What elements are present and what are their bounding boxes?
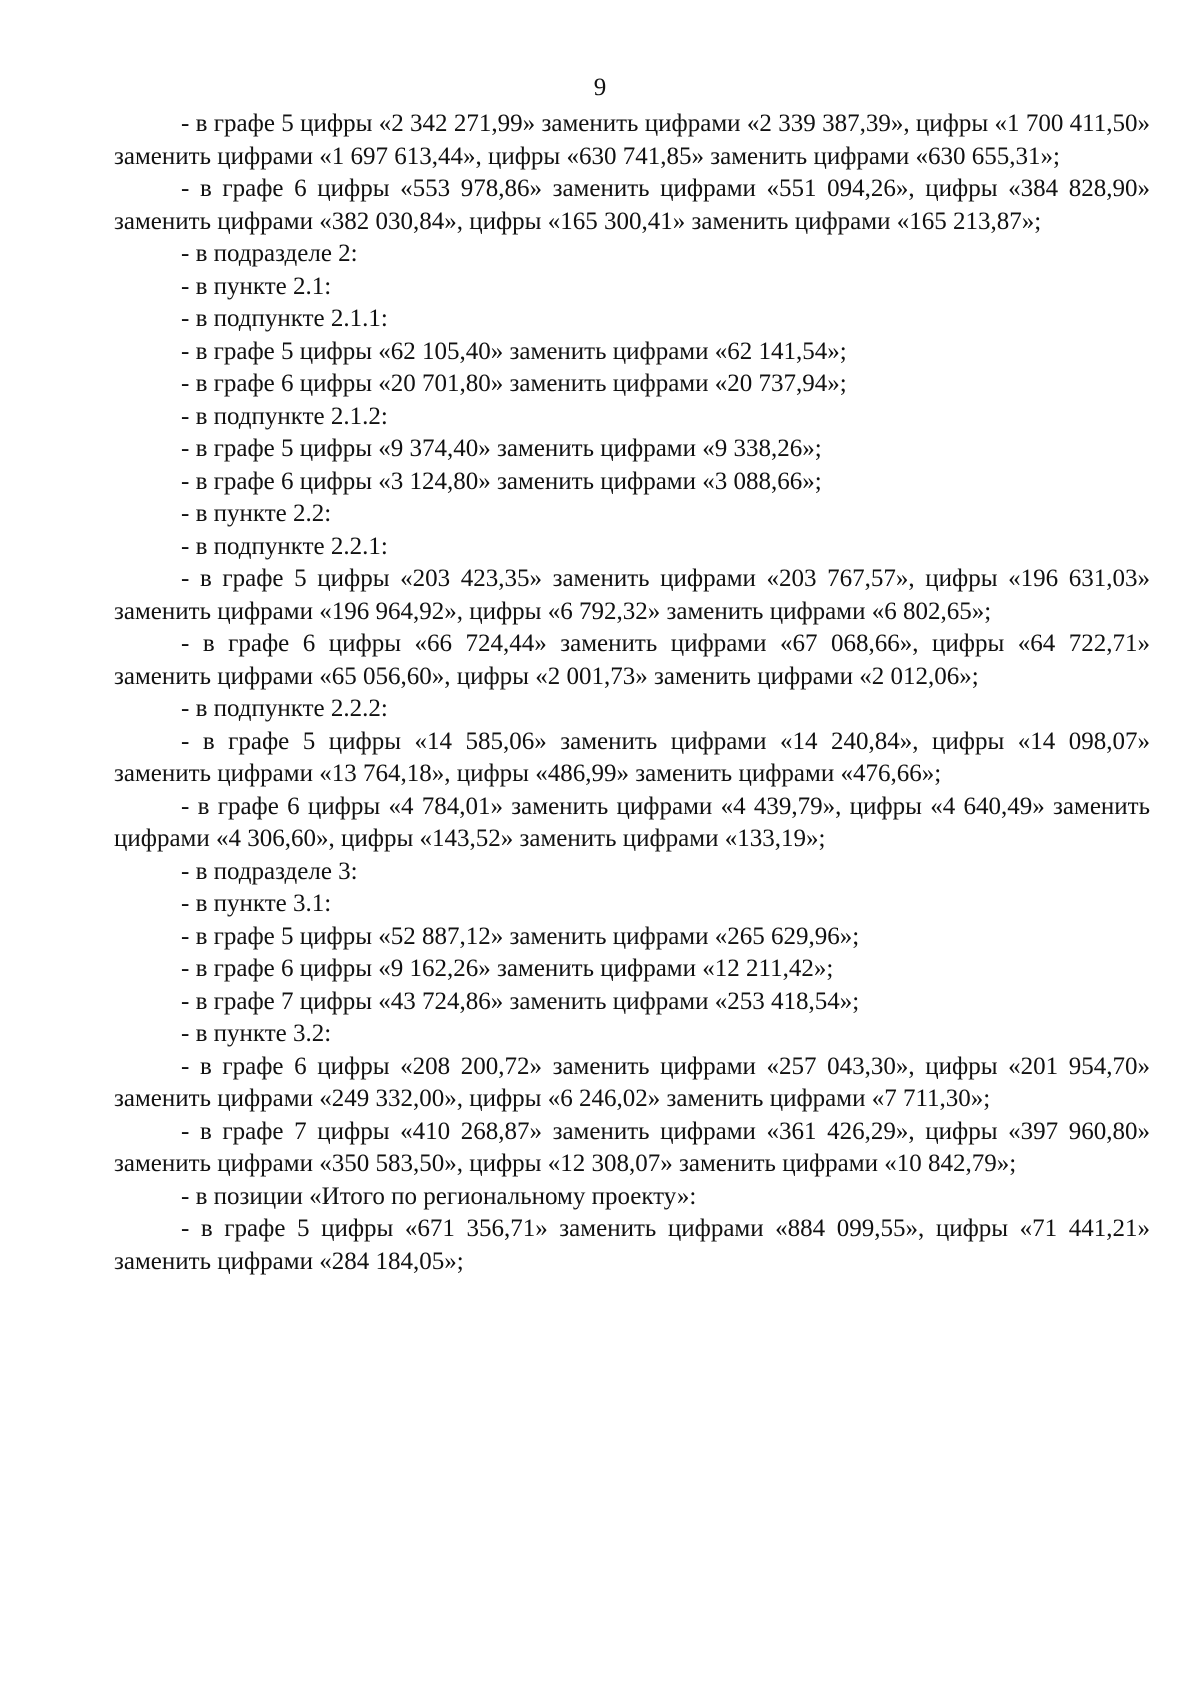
amendment-line: - в графе 7 цифры «43 724,86» заменить цифрами «253 418,54»; (181, 987, 860, 1015)
position-heading: - в позиции «Итого по региональному проекту»: (181, 1182, 697, 1210)
point-heading: - в пункте 2.1: (181, 272, 332, 300)
amendment-line: - в графе 6 цифры «553 978,86» заменить цифрами «551 094,26», цифры «384 828,90» заменить цифрами «382 030,84», цифры «165 300,41» заменить цифрами «165 213,87»; (114, 175, 1150, 235)
point-heading: - в пункте 3.2: (181, 1020, 332, 1047)
amendment-line: - в графе 5 цифры «9 374,40» заменить цифрами «9 338,26»; (181, 435, 822, 462)
subpoint-heading: - в подпункте 2.1.1: (181, 305, 388, 332)
amendment-line: - в графе 6 цифры «20 701,80» заменить цифрами «20 737,94»; (181, 370, 847, 397)
subsection-heading: - в подразделе 2: (181, 240, 358, 267)
subsection-heading: - в подразделе 3: (181, 857, 358, 885)
subpoint-heading: - в подпункте 2.2.1: (181, 532, 388, 560)
amendment-line: - в графе 5 цифры «52 887,12» заменить цифрами «265 629,96»; (181, 922, 860, 950)
subpoint-heading: - в подпункте 2.2.2: (181, 695, 388, 722)
amendment-line: - в графе 7 цифры «410 268,87» заменить цифрами «361 426,29», цифры «397 960,80» заменить цифрами «350 583,50», цифры «12 308,07» заменить цифрами «10 842,79»; (114, 1117, 1150, 1177)
amendment-line: - в графе 5 цифры «203 423,35» заменить цифрами «203 767,57», цифры «196 631,03» заменить цифрами «196 964,92», цифры «6 792,32» заменить цифрами «6 802,65»; (114, 565, 1150, 625)
amendment-line: - в графе 5 цифры «671 356,71» заменить цифрами «884 099,55», цифры «71 441,21» заменить цифрами «284 184,05»; (114, 1215, 1150, 1275)
page-number: 9 (593, 74, 607, 101)
amendment-line: - в графе 5 цифры «2 342 271,99» заменить цифрами «2 339 387,39», цифры «1 700 411,50» заменить цифрами «1 697 613,44», цифры «630 741,85» заменить цифрами «630 655,31»; (114, 110, 1150, 170)
amendment-line: - в графе 6 цифры «66 724,44» заменить цифрами «67 068,66», цифры «64 722,71» заменить цифрами «65 056,60», цифры «2 001,73» заменить цифрами «2 012,06»; (114, 630, 1150, 690)
document-body (114, 108, 1150, 1278)
amendment-line: - в графе 6 цифры «4 784,01» заменить цифрами «4 439,79», цифры «4 640,49» заменить цифрами «4 306,60», цифры «143,52» заменить цифрами «133,19»; (114, 792, 1150, 852)
amendment-line: - в графе 6 цифры «208 200,72» заменить цифрами «257 043,30», цифры «201 954,70» заменить цифрами «249 332,00», цифры «6 246,02» заменить цифрами «7 711,30»; (114, 1052, 1150, 1112)
point-heading: - в пункте 2.2: (181, 500, 332, 527)
point-heading: - в пункте 3.1: (181, 890, 332, 917)
amendment-line: - в графе 5 цифры «62 105,40» заменить цифрами «62 141,54»; (181, 337, 847, 365)
amendment-line: - в графе 6 цифры «3 124,80» заменить цифрами «3 088,66»; (181, 467, 822, 495)
amendment-line: - в графе 5 цифры «14 585,06» заменить цифрами «14 240,84», цифры «14 098,07» заменить цифрами «13 764,18», цифры «486,99» заменить цифрами «476,66»; (114, 727, 1150, 787)
amendment-line: - в графе 6 цифры «9 162,26» заменить цифрами «12 211,42»; (181, 955, 834, 982)
subpoint-heading: - в подпункте 2.1.2: (181, 402, 388, 430)
